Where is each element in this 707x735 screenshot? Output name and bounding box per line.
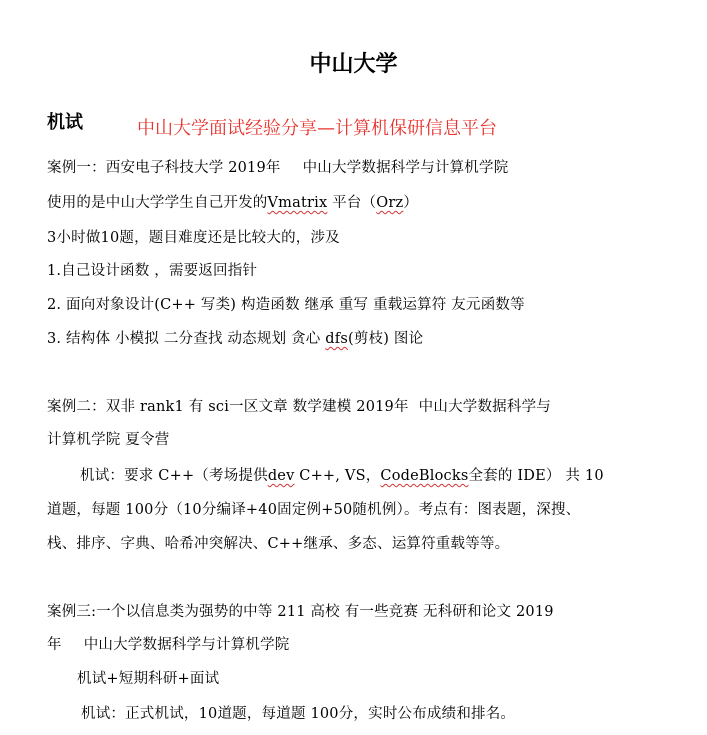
case1-topic-1: 1.自己设计函数 ，需要返回指针 xyxy=(47,263,258,279)
case3-header: 案例三:一个以信息类为强势的中等 211 高校 有一些竞赛 无科研和论文 2019 xyxy=(47,604,554,620)
case1-platform-text-2: 平台（ xyxy=(332,195,377,211)
case1-platform-text: 使用的是中山大学学生自己开发的 xyxy=(47,195,268,211)
case2-body-line-3: 栈、排序、字典、哈希冲突解决、C++继承、多态、运算符重载等等。 xyxy=(47,536,510,552)
case3-process-line: 机试+短期科研+面试 xyxy=(77,671,220,687)
case1-vmatrix-word: Vmatrix xyxy=(267,195,328,211)
case3-year-suffix: 年 xyxy=(47,637,62,653)
case1-topic-3-text: 3. 结构体 小模拟 二分查找 动态规划 贪心 xyxy=(47,331,321,347)
case3-header-cont xyxy=(47,634,290,656)
case1-header xyxy=(47,157,508,179)
case1-header-school: 案例一：西安电子科技大学 2019年 xyxy=(47,160,281,176)
case2-codeblocks-word: CodeBlocks xyxy=(380,468,469,484)
case1-topic-2: 2. 面向对象设计(C++ 写类) 构造函数 继承 重写 重载运算符 友元函数等 xyxy=(47,297,525,313)
case2-body-text-2: C++, VS， xyxy=(299,468,381,484)
case2-body-line-1 xyxy=(80,465,604,487)
case1-topic-3-text-2: (剪枝) 图论 xyxy=(348,331,424,347)
case1-dfs-word: dfs xyxy=(325,331,348,347)
case1-orz-word: Orz xyxy=(376,195,404,211)
promo-banner-text: 中山大学面试经验分享—计算机保研信息平台 xyxy=(137,118,497,139)
case1-platform-text-3: ） xyxy=(403,195,419,211)
case1-duration-line: 3小时做10题，题目难度还是比较大的，涉及 xyxy=(47,230,340,246)
case2-header-text: 案例二：双非 rank1 有 sci一区文章 数学建模 2019年 xyxy=(47,399,409,415)
case2-header xyxy=(47,396,551,418)
case2-body-text: 机试：要求 C++（考场提供 xyxy=(80,468,268,484)
section-heading: 机试 xyxy=(47,112,83,133)
case3-exam-line: 机试：正式机试，10道题，每道题 100分，实时公布成绩和排名。 xyxy=(81,706,516,722)
case1-topic-3 xyxy=(47,328,423,350)
case2-header-cont: 计算机学院 夏令营 xyxy=(47,432,170,448)
case1-header-college: 中山大学数据科学与计算机学院 xyxy=(302,160,509,176)
case2-body-line-2: 道题，每题 100分（10分编译+40固定例+50随机例）。考点有：图表题，深搜、 xyxy=(47,502,581,518)
case1-platform-line xyxy=(47,192,418,214)
page-title: 中山大学 xyxy=(309,52,398,77)
case2-dev-word: dev xyxy=(267,468,295,484)
case2-header-college: 中山大学数据科学与 xyxy=(418,399,551,415)
case3-college: 中山大学数据科学与计算机学院 xyxy=(83,637,290,653)
case2-body-text-3: 全套的 IDE） 共 10 xyxy=(468,468,604,484)
